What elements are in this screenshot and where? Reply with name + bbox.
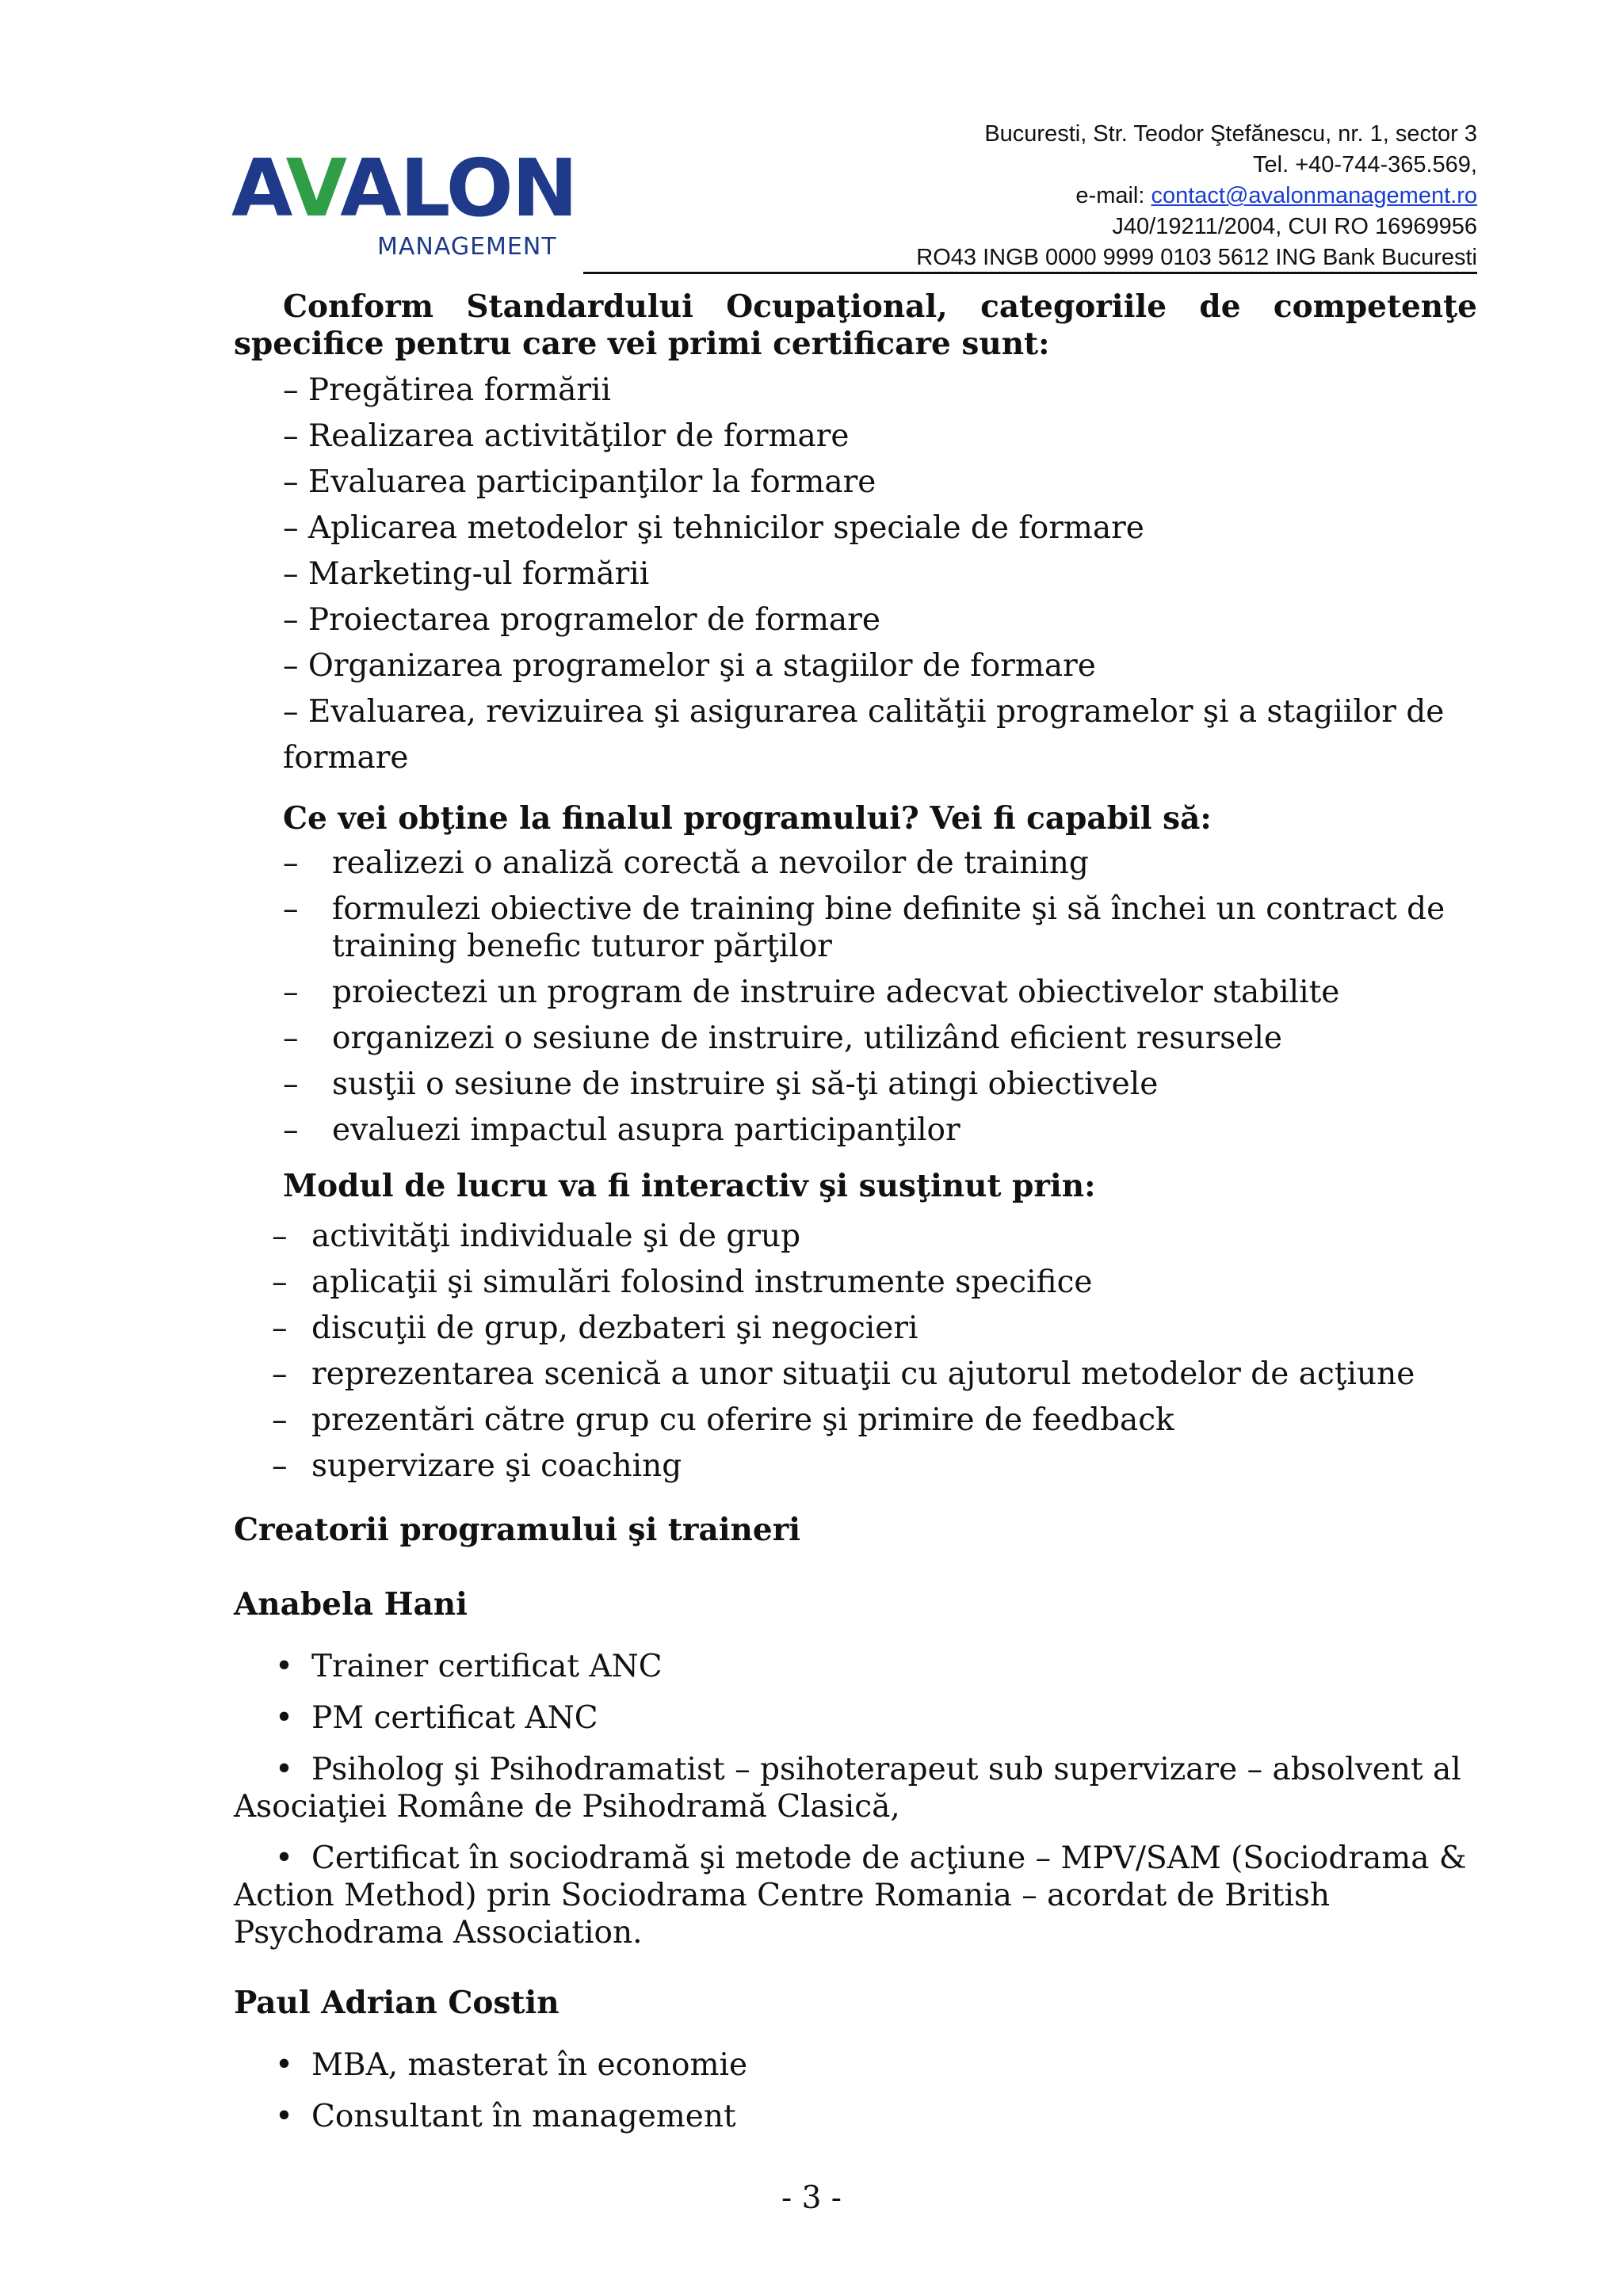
list-item: • MBA, masterat în economie [275, 2047, 748, 2083]
email-label: e-mail: [1075, 183, 1151, 208]
list-item: • Consultant în management [275, 2099, 736, 2134]
document-body [234, 288, 1477, 2149]
registration: J40/19211/2004, CUI RO 16969956 [1112, 214, 1477, 239]
method-list [234, 1214, 1477, 1489]
avalon-logo [231, 133, 577, 261]
list-item: – activităţi individuale şi de grup [272, 1219, 801, 1254]
phone: Tel. +40-744-365.569, [1253, 152, 1477, 177]
address: Bucuresti, Str. Teodor Ştefănescu, nr. 1, sector 3 [984, 121, 1477, 147]
list-item: – reprezentarea scenică a unor situaţii cu ajutorul metodelor de acţiune [272, 1356, 1415, 1392]
list-item: – realizezi o analiză corectă a nevoilor de training [283, 845, 1089, 881]
list-item: – proiectezi un program de instruire adecvat obiectivelor stabilite [283, 974, 1340, 1010]
list-item: – formulezi obiective de training bine definite şi să închei un contract de training benefic tuturor părţilor [283, 891, 1445, 964]
list-item: – discuţii de grup, dezbateri şi negocieri [272, 1310, 918, 1346]
list-item: – Marketing-ul formării [283, 556, 650, 592]
creators-heading: Creatorii programului şi traineri [234, 1512, 801, 1548]
header-divider [583, 272, 1477, 274]
list-item: • Psiholog şi Psihodramatist – psihoterapeut sub supervizare – absolvent al Asociaţiei Române de Psihodramă Clasică, [234, 1752, 1461, 1825]
list-item: • Certificat în sociodramă şi metode de acţiune – MPV/SAM (Sociodrama & Action Method) prin Sociodrama Centre Romania – acordat de British Psychodrama Association. [234, 1840, 1467, 1951]
list-item: – organizezi o sesiune de instruire, utilizând eficient resursele [283, 1020, 1282, 1056]
list-item: – Pregătirea formării [283, 372, 611, 408]
outcomes-heading: Ce vei obţine la finalul programului? Vei fi capabil să: [283, 800, 1212, 837]
competencies-list [234, 368, 1477, 781]
list-item: – Aplicarea metodelor şi tehnicilor speciale de formare [283, 510, 1144, 546]
method-heading: Modul de lucru va fi interactiv şi susţinut prin: [283, 1168, 1096, 1204]
list-item: – Evaluarea, revizuirea şi asigurarea calităţii programelor şi a stagiilor de formare [283, 694, 1445, 776]
list-item: – aplicaţii şi simulări folosind instrumente specifice [272, 1264, 1093, 1300]
bank-account: RO43 INGB 0000 9999 0103 5612 ING Bank Bucuresti [916, 245, 1477, 270]
list-item: – evaluezi impactul asupra participanţilor [283, 1112, 960, 1148]
list-item: – prezentări către grup cu oferire şi primire de feedback [272, 1402, 1174, 1438]
competencies-intro: Conform Standardului Ocupaţional, categoriile de competenţe specifice pentru care vei primi certificare sunt: [234, 288, 1477, 362]
list-item: • PM certificat ANC [275, 1700, 598, 1736]
list-item: – Organizarea programelor şi a stagiilor de formare [283, 648, 1096, 684]
list-item: – Evaluarea participanţilor la formare [283, 464, 876, 500]
list-item: – Realizarea activităţilor de formare [283, 418, 850, 454]
list-item: – supervizare şi coaching [272, 1448, 682, 1484]
trainer-name: Anabela Hani [234, 1586, 468, 1623]
trainer-credentials [234, 1648, 1477, 1951]
logo-wordmark: AVALON [231, 142, 577, 235]
outcomes-list [234, 845, 1477, 1149]
list-item: – susţii o sesiune de instruire şi să-ţi atingi obiectivele [283, 1066, 1159, 1102]
trainer-name: Paul Adrian Costin [234, 1985, 559, 2021]
email-line [764, 181, 1477, 212]
list-item: • Trainer certificat ANC [275, 1649, 663, 1684]
contact-block [764, 119, 1477, 273]
trainer-credentials [234, 2046, 1477, 2135]
list-item: – Proiectarea programelor de formare [283, 602, 880, 638]
email-link[interactable]: contact@avalonmanagement.ro [1151, 183, 1477, 208]
logo-subtitle: MANAGEMENT [377, 233, 557, 261]
page-number: - 3 - [781, 2180, 842, 2216]
